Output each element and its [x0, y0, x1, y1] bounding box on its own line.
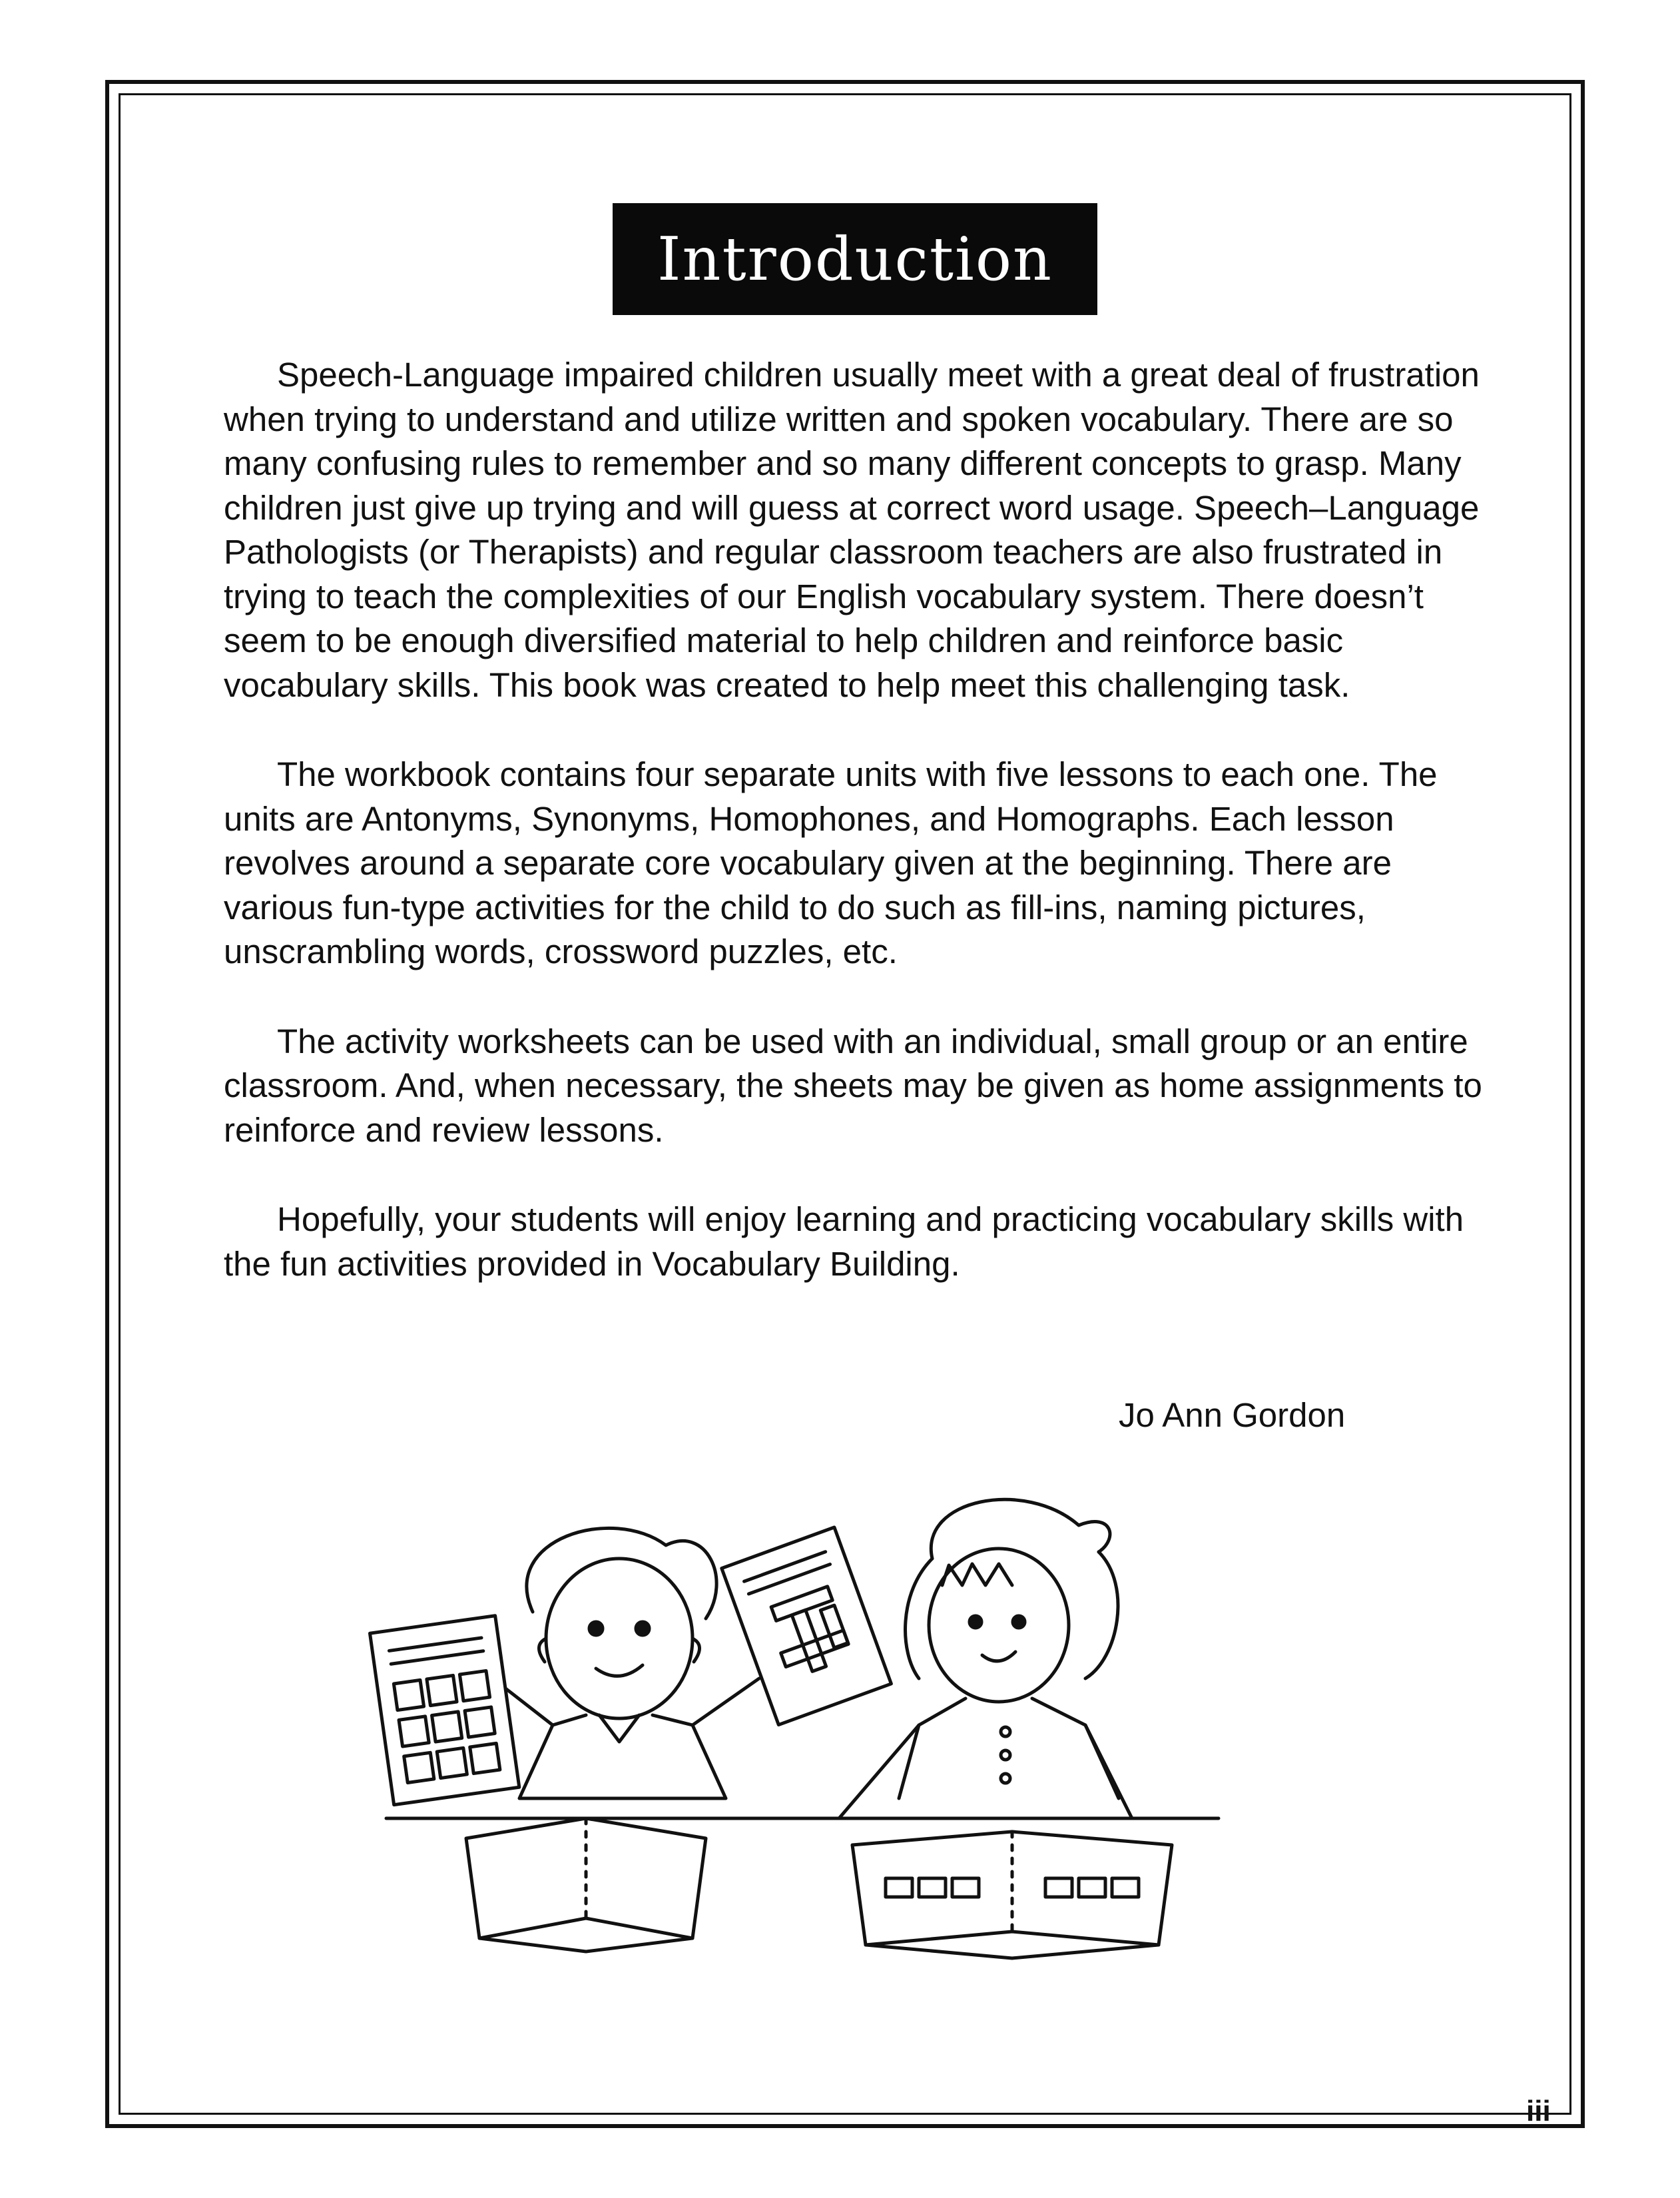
worksheet-crossword — [722, 1527, 892, 1724]
intro-body — [224, 353, 1502, 1331]
page-number: iii — [1526, 2095, 1551, 2127]
paragraph-2: The workbook contains four separate units with five lessons to each one. The units are Antonyms, Synonyms, Homophones, and Homographs. Each lesson revolves around a separate core vocabulary given at the beginning. There are various fun-type activities for the child to do such as fill-ins, naming pictures, unscrambling words, crossword puzzles, etc. — [224, 755, 1438, 970]
open-book-left — [466, 1818, 706, 1952]
paragraph-1: Speech-Language impaired children usually meet with a great deal of frustration when trying to understand and utilize written and spoken vocabulary. There are so many confusing rules to remember and so many different concepts to grasp. Many children just give up trying and will guess at correct word usage. Speech–Language Pathologists (or Therapists) and regular classroom teachers are also frustrated in trying to teach the complexities of our English vocabulary system. There doesn’t seem to be enough diversified material to help children and reinforce basic vocabulary skills. This book was created to help meet this challenging task. — [224, 356, 1480, 704]
worksheet-grid — [370, 1616, 519, 1805]
children-reading-illustration — [333, 1485, 1252, 1998]
author-signature: Jo Ann Gordon — [1119, 1396, 1346, 1434]
paragraph-3: The activity worksheets can be used with an individual, small group or an entire classroom. And, when necessary, the sheets may be given as home assignments to reinforce and review lessons. — [224, 1022, 1482, 1149]
boy-figure — [493, 1528, 759, 1798]
paragraph-4: Hopefully, your students will enjoy learning and practicing vocabulary skills with the fun activities provided in Vocabulary Building. — [224, 1200, 1464, 1283]
page-title: Introduction — [657, 224, 1053, 294]
title-banner — [613, 203, 1097, 315]
open-book-right — [852, 1832, 1172, 1958]
